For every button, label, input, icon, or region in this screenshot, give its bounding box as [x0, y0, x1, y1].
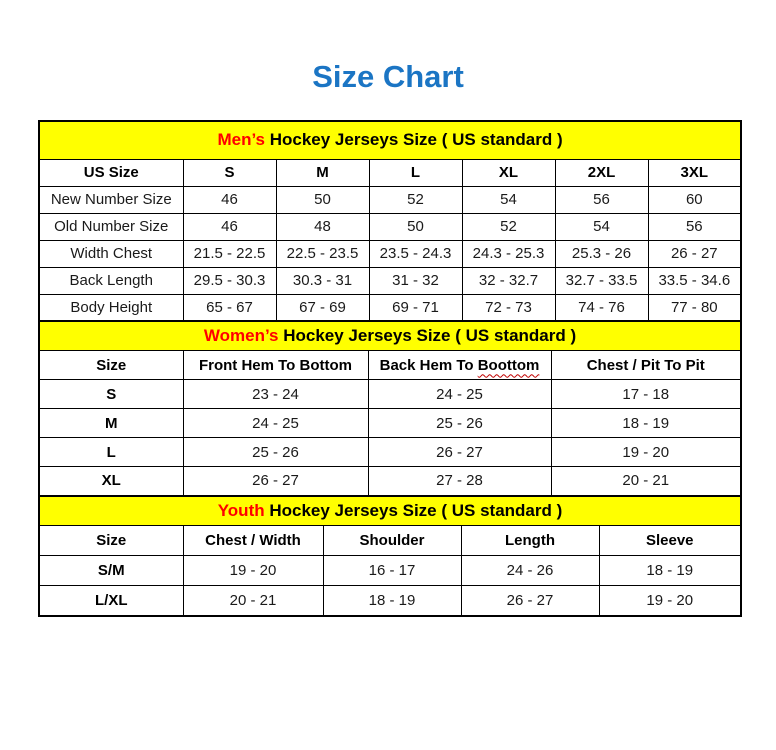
section-title-text: Hockey Jerseys Size ( US standard ) [278, 326, 577, 345]
table-row [39, 240, 741, 267]
table-row [39, 294, 741, 321]
row-label: L [39, 438, 183, 467]
size-value-cell: 26 - 27 [648, 240, 741, 267]
column-header: 3XL [648, 159, 741, 186]
column-header: Front Hem To Bottom [183, 351, 368, 380]
size-value-cell: 50 [276, 186, 369, 213]
row-label: XL [39, 467, 183, 496]
men-section-title [39, 121, 741, 159]
youth-size-table [38, 495, 742, 617]
size-value-cell: 23.5 - 24.3 [369, 240, 462, 267]
page-title: Size Chart [312, 59, 464, 94]
size-value-cell: 52 [369, 186, 462, 213]
table-row [39, 438, 741, 467]
size-value-cell: 20 - 21 [183, 586, 323, 616]
size-value-cell: 77 - 80 [648, 294, 741, 321]
column-header: L [369, 159, 462, 186]
size-chart-tables [38, 120, 740, 617]
size-value-cell: 56 [648, 213, 741, 240]
size-value-cell: 16 - 17 [323, 556, 461, 586]
column-header: Chest / Width [183, 526, 323, 556]
size-value-cell: 33.5 - 34.6 [648, 267, 741, 294]
size-value-cell: 19 - 20 [551, 438, 741, 467]
size-value-cell: 18 - 19 [323, 586, 461, 616]
column-header: S [183, 159, 276, 186]
section-title-highlight: Women’s [203, 326, 279, 345]
section-title-highlight: Men’s [217, 130, 265, 150]
size-value-cell: 19 - 20 [183, 556, 323, 586]
size-value-cell: 26 - 27 [461, 586, 599, 616]
size-value-cell: 48 [276, 213, 369, 240]
size-value-cell: 31 - 32 [369, 267, 462, 294]
misspelled-word-squiggle: Boottom [477, 356, 540, 374]
size-value-cell: 65 - 67 [183, 294, 276, 321]
size-value-cell: 72 - 73 [462, 294, 555, 321]
column-header: Shoulder [323, 526, 461, 556]
row-label: M [39, 409, 183, 438]
column-header: Size [39, 351, 183, 380]
women-header-row [39, 351, 741, 380]
column-header: 2XL [555, 159, 648, 186]
section-title-text: Hockey Jerseys Size ( US standard ) [265, 130, 563, 150]
size-value-cell: 17 - 18 [551, 380, 741, 409]
mens-size-table [38, 120, 742, 322]
column-header [368, 351, 551, 380]
youth-section-title [39, 496, 741, 526]
size-value-cell: 19 - 20 [599, 586, 741, 616]
row-label: S/M [39, 556, 183, 586]
youth-section-banner [39, 496, 741, 526]
size-value-cell: 24.3 - 25.3 [462, 240, 555, 267]
table-row [39, 186, 741, 213]
size-value-cell: 26 - 27 [183, 467, 368, 496]
column-header: Length [461, 526, 599, 556]
table-row [39, 556, 741, 586]
table-row [39, 409, 741, 438]
row-label: New Number Size [39, 186, 183, 213]
size-value-cell: 23 - 24 [183, 380, 368, 409]
women-section-title [39, 321, 741, 351]
row-label: Body Height [39, 294, 183, 321]
size-value-cell: 50 [369, 213, 462, 240]
size-value-cell: 18 - 19 [599, 556, 741, 586]
size-value-cell: 69 - 71 [369, 294, 462, 321]
womens-size-table [38, 320, 742, 497]
column-header: Size [39, 526, 183, 556]
size-value-cell: 54 [462, 186, 555, 213]
table-row [39, 267, 741, 294]
size-value-cell: 24 - 26 [461, 556, 599, 586]
size-value-cell: 46 [183, 186, 276, 213]
youth-header-row [39, 526, 741, 556]
section-title-text: Hockey Jerseys Size ( US standard ) [264, 500, 563, 520]
size-value-cell: 32.7 - 33.5 [555, 267, 648, 294]
size-value-cell: 27 - 28 [368, 467, 551, 496]
size-value-cell: 29.5 - 30.3 [183, 267, 276, 294]
size-chart-page [0, 58, 776, 750]
size-value-cell: 60 [648, 186, 741, 213]
column-header: Chest / Pit To Pit [551, 351, 741, 380]
column-header: XL [462, 159, 555, 186]
section-title-highlight: Youth [217, 500, 265, 520]
men-section-banner [39, 121, 741, 159]
size-value-cell: 74 - 76 [555, 294, 648, 321]
column-header-text: Back Hem To [379, 356, 478, 374]
table-row [39, 467, 741, 496]
size-value-cell: 32 - 32.7 [462, 267, 555, 294]
size-value-cell: 25.3 - 26 [555, 240, 648, 267]
size-value-cell: 67 - 69 [276, 294, 369, 321]
size-value-cell: 18 - 19 [551, 409, 741, 438]
size-value-cell: 52 [462, 213, 555, 240]
row-label: Old Number Size [39, 213, 183, 240]
size-value-cell: 30.3 - 31 [276, 267, 369, 294]
size-value-cell: 25 - 26 [183, 438, 368, 467]
size-value-cell: 21.5 - 22.5 [183, 240, 276, 267]
table-row [39, 213, 741, 240]
table-row [39, 586, 741, 616]
women-section-banner [39, 321, 741, 351]
row-label: S [39, 380, 183, 409]
table-row [39, 380, 741, 409]
size-value-cell: 46 [183, 213, 276, 240]
size-value-cell: 24 - 25 [368, 380, 551, 409]
size-value-cell: 20 - 21 [551, 467, 741, 496]
size-value-cell: 22.5 - 23.5 [276, 240, 369, 267]
row-label: L/XL [39, 586, 183, 616]
column-header: M [276, 159, 369, 186]
column-header: Sleeve [599, 526, 741, 556]
size-value-cell: 26 - 27 [368, 438, 551, 467]
column-header: US Size [39, 159, 183, 186]
size-value-cell: 54 [555, 213, 648, 240]
row-label: Width Chest [39, 240, 183, 267]
size-value-cell: 24 - 25 [183, 409, 368, 438]
size-value-cell: 56 [555, 186, 648, 213]
size-value-cell: 25 - 26 [368, 409, 551, 438]
row-label: Back Length [39, 267, 183, 294]
men-header-row [39, 159, 741, 186]
